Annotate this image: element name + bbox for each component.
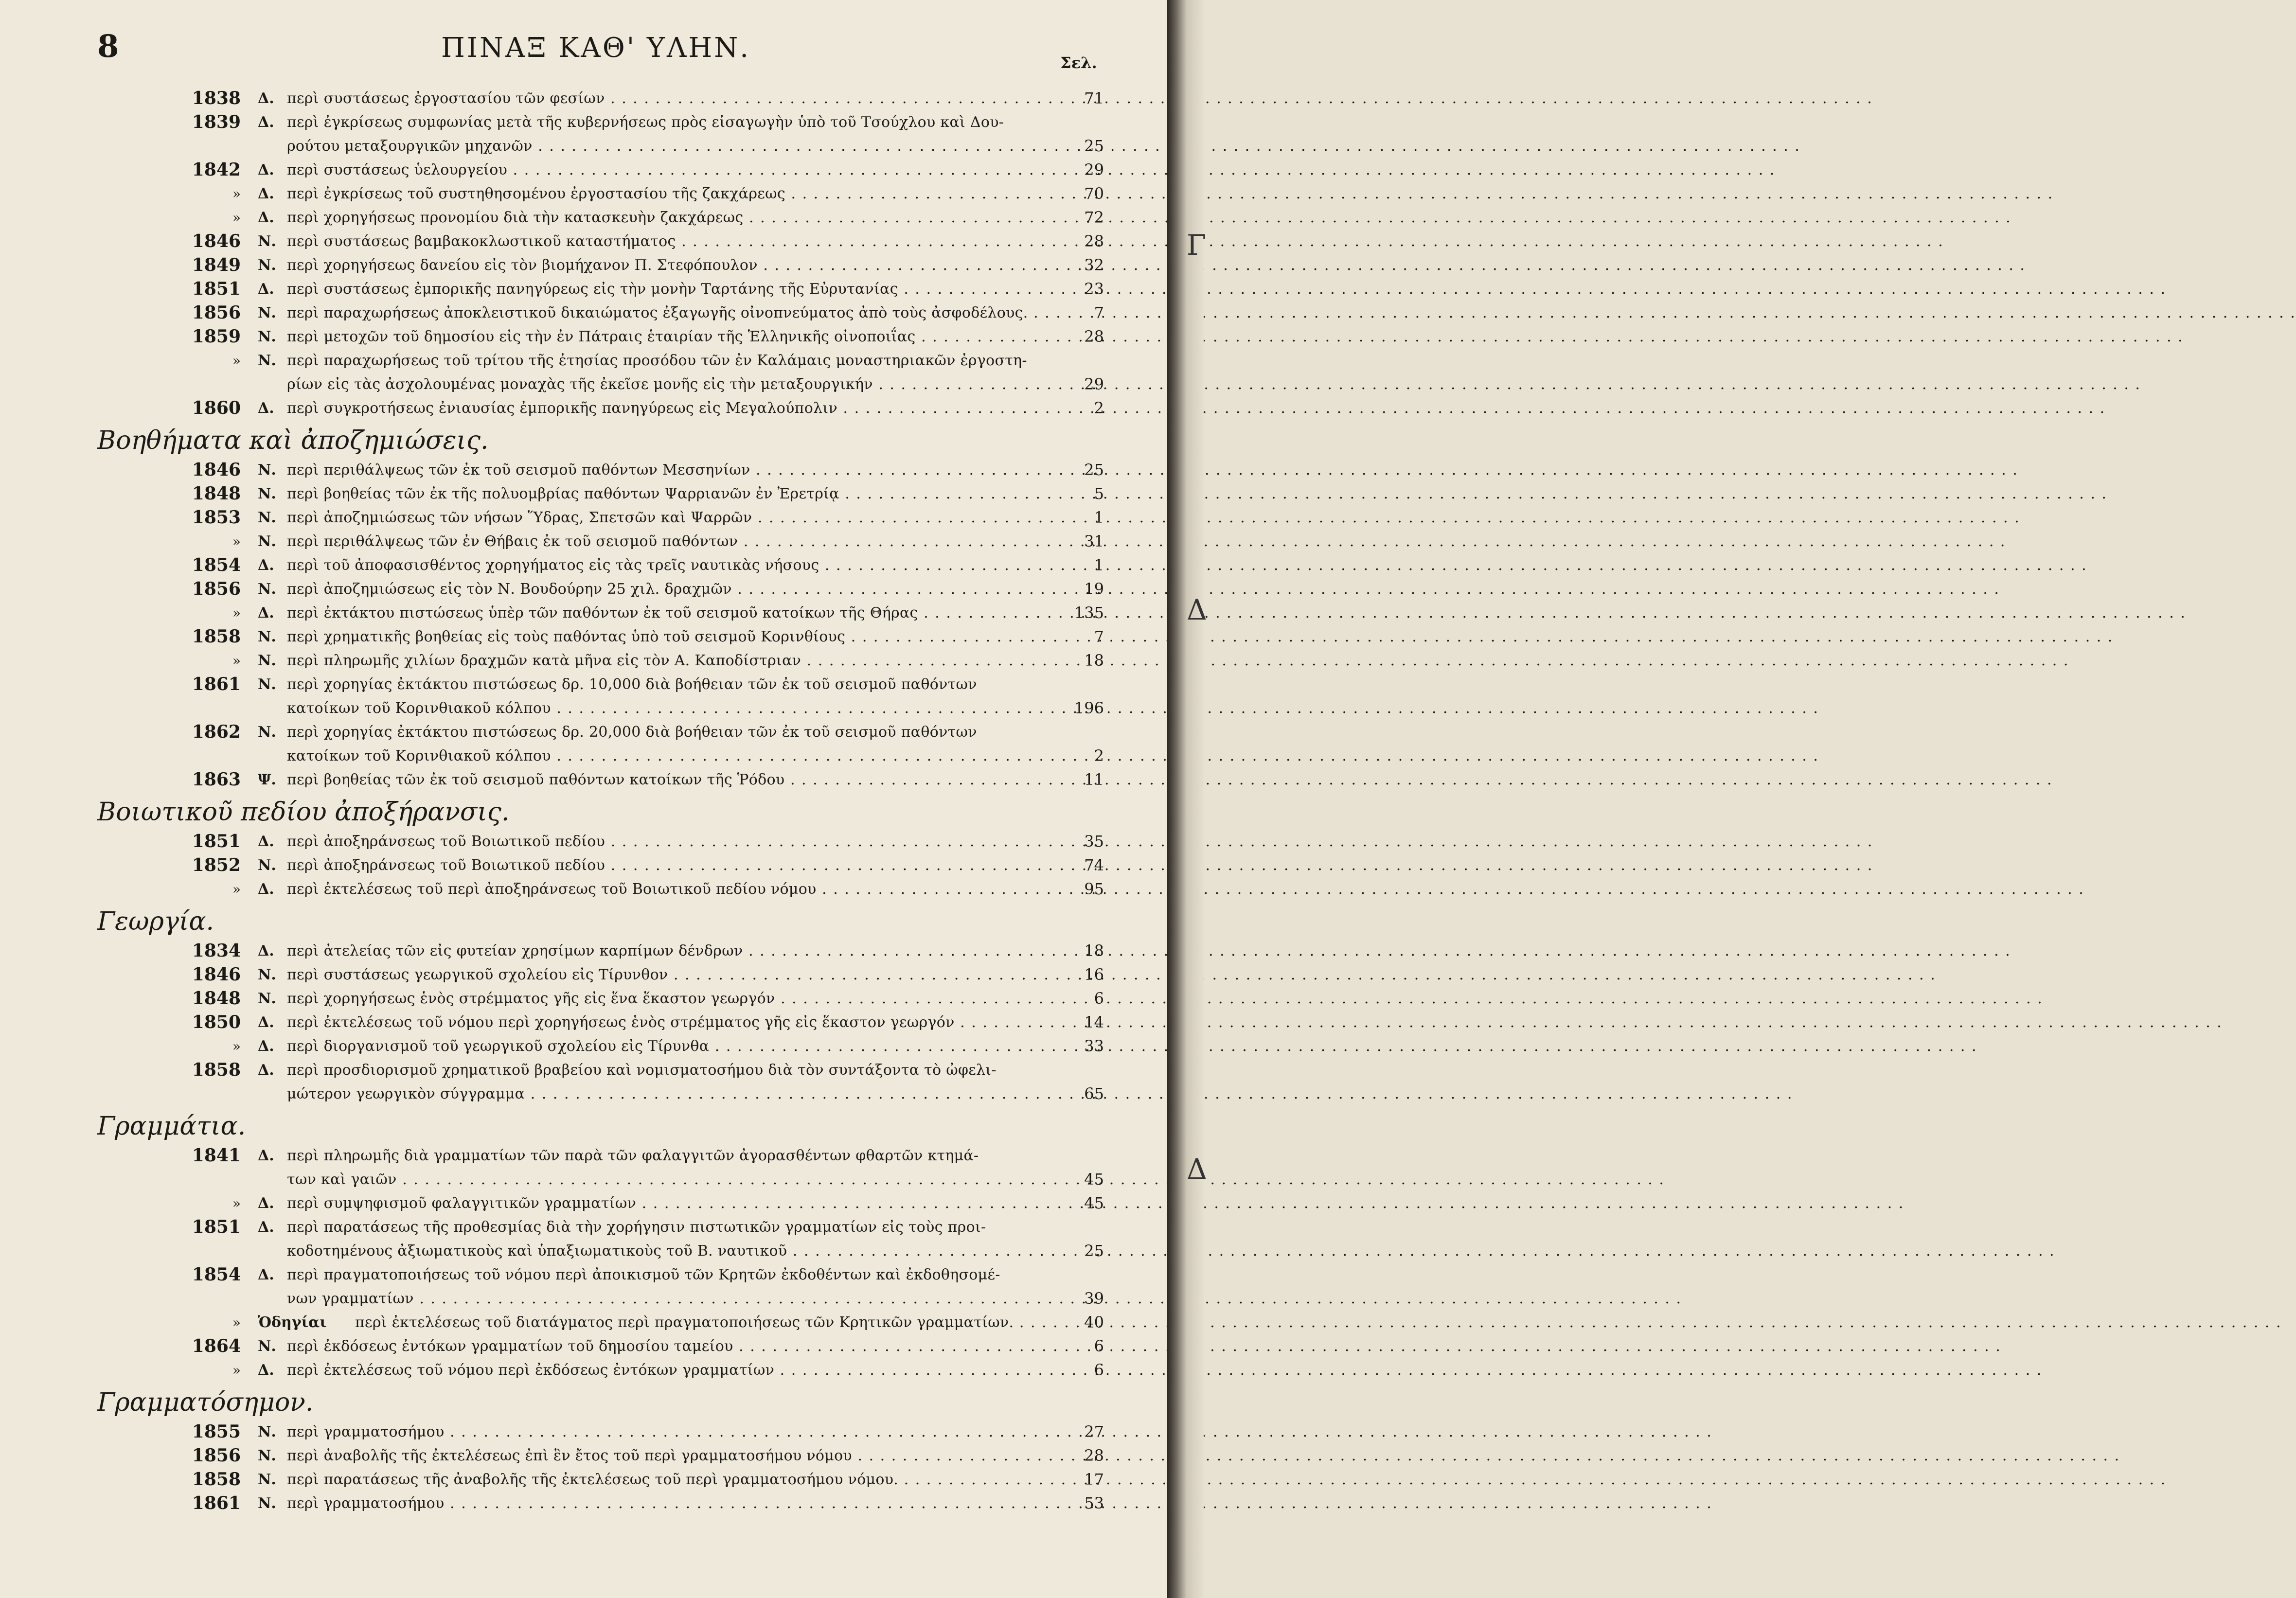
entry-page-ref: 6 [1094,1337,1104,1355]
entry-year: 1858 [192,626,241,647]
entry-page-ref: 31 [1084,532,1104,550]
index-entry [92,458,1104,482]
entry-line [92,1468,1104,1491]
entry-text: περὶ βοηθείας τῶν ἐκ τοῦ σεισμοῦ παθόντων κατοίκων τῆς Ῥόδου . . . [287,768,1050,792]
entry-act-type: Ν. [258,1447,276,1464]
entry-line [92,1263,1104,1287]
index-entry [92,1491,1104,1515]
entry-line [92,553,1104,577]
entry-line [92,744,1104,768]
entry-year: 1854 [192,1264,241,1285]
entry-line [92,987,1104,1011]
entry-line [92,830,1104,853]
entry-text: περὶ ἀποζημιώσεως τῶν νήσων Ὕδρας, Σπετσῶν καὶ Ψαρρῶν . . . [287,506,1050,530]
entry-year: 1864 [192,1336,241,1356]
index-entry [92,349,1104,396]
entry-line [92,877,1104,901]
entry-line [92,1144,1104,1168]
entry-page-ref: 35 [1084,832,1104,851]
entry-text: περὶ περιθάλψεως τῶν ἐν Θήβαις ἐκ τοῦ σεισμοῦ παθόντων . . . [287,530,1050,553]
entry-line [92,396,1104,420]
entry-line [92,134,1104,158]
facing-page-letter: Γ [1187,229,1207,262]
entry-text: περὶ συστάσεως βαμβακοκλωστικοῦ καταστήματος . . . [287,230,1050,253]
entry-line [92,853,1104,877]
section-title: Βοιωτικοῦ πεδίου ἀποξήρανσις. [97,798,510,827]
index-entry [92,601,1104,625]
entry-text: περὶ συστάσεως ἐργοστασίου τῶν φεσίων . . . [287,87,1050,110]
entry-year: 1856 [192,579,241,599]
entry-act-type: Ψ. [258,771,276,788]
entry-act-type: Ν. [258,1471,276,1488]
entry-year: 1846 [192,964,241,985]
entry-year: » [232,1195,241,1211]
entry-line [92,1334,1104,1358]
entry-year: 1863 [192,769,241,790]
entry-year: 1859 [192,326,241,347]
entry-line [92,1420,1104,1444]
entry-page-ref: 2 [1094,746,1104,765]
index-entry [92,206,1104,230]
entry-act-type: Δ. [258,90,274,107]
index-entry [92,1144,1104,1191]
entry-text: περὶ γραμματοσήμου . . . [287,1420,1050,1444]
entry-page-ref: 29 [1084,375,1104,393]
entry-text: περὶ πληρωμῆς διὰ γραμματίων τῶν παρὰ τῶν φαλαγγιτῶν ἀγορασθέντων φθαρτῶν κτημά- [287,1147,979,1164]
entry-text: περὶ πληρωμῆς χιλίων δραχμῶν κατὰ μῆνα εἰς τὸν Α. Καποδίστριαν . . . [287,649,1050,673]
entry-page-ref: 25 [1084,461,1104,479]
entry-act-type: Δ. [258,1266,274,1283]
entry-act-type: Δ. [258,114,274,131]
entry-year: 1861 [192,1493,241,1513]
entry-line [92,373,1104,396]
entry-page-ref: 7 [1094,627,1104,646]
index-entry [92,110,1104,158]
entry-line [92,349,1104,373]
entry-line [92,1011,1104,1034]
entry-page-ref: 40 [1084,1313,1104,1332]
entry-text: μώτερον γεωργικὸν σύγγραμμα . . . [287,1082,1050,1106]
entry-act-type: Ν. [258,462,276,479]
entry-page-ref: 45 [1084,1194,1104,1212]
entry-act-type: Δ. [258,942,274,959]
entry-year: » [232,210,241,226]
index-entry [92,1215,1104,1263]
entry-page-ref: 1 [1094,556,1104,574]
entry-act-type: Ν. [258,352,276,369]
entry-page-ref: 28 [1084,232,1104,250]
entry-text: ρούτου μεταξουργικῶν μηχανῶν . . . [287,134,1050,158]
entry-page-ref: 135 [1074,604,1104,622]
entry-text: περὶ μετοχῶν τοῦ δημοσίου εἰς τὴν ἐν Πάτραις ἑταιρίαν τῆς Ἑλληνικῆς οἰνοποιΐας . . . [287,325,1050,349]
entry-line [92,182,1104,206]
entry-act-type: Ν. [258,966,276,983]
entry-text: περὶ συστάσεως ὑελουργείου . . . [287,158,1050,182]
entry-year: 1861 [192,674,241,694]
entry-text: περὶ χορηγήσεως προνομίου διὰ τὴν κατασκευὴν ζακχάρεως . . . [287,206,1050,230]
entry-year: » [232,653,241,669]
index-entry [92,530,1104,553]
entry-year: 1858 [192,1060,241,1080]
entry-year: 1834 [192,941,241,961]
index-entry [92,673,1104,720]
entry-act-type: Δ. [258,209,274,226]
entry-year: 1860 [192,398,241,418]
entry-text: περὶ χορηγίας ἐκτάκτου πιστώσεως δρ. 10,000 διὰ βοήθειαν τῶν ἐκ τοῦ σεισμοῦ παθόντων [287,676,977,693]
index-entry [92,1191,1104,1215]
entry-text: περὶ βοηθείας τῶν ἐκ τῆς πολυομβρίας παθόντων Ψαρριανῶν ἐν Ἐρετρίᾳ . . . [287,482,1050,506]
entry-line [92,1358,1104,1382]
entry-act-type: Ν. [258,724,276,741]
entry-year: » [232,1362,241,1378]
entry-line [92,506,1104,530]
index-entry [92,1263,1104,1311]
index-entry [92,853,1104,877]
entry-page-ref: 14 [1084,1013,1104,1031]
entry-line [92,482,1104,506]
entry-act-type: Ν. [258,1423,276,1440]
entry-year: » [232,1038,241,1054]
entry-page-ref: 11 [1084,770,1104,789]
entry-text: περὶ χρηματικῆς βοηθείας εἰς τοὺς παθόντας ὑπὸ τοῦ σεισμοῦ Κορινθίους . . . [287,625,1050,649]
entry-page-ref: 45 [1084,1170,1104,1189]
entry-text: κοδοτημένους ἀξιωματικοὺς καὶ ὑπαξιωματικοὺς τοῦ Β. ναυτικοῦ . . . [287,1239,1050,1263]
entry-line [92,1491,1104,1515]
entry-page-ref: 6 [1094,989,1104,1008]
entry-act-type: Δ. [258,557,274,574]
index-entry [92,987,1104,1011]
index-entry [92,1058,1104,1106]
entry-page-ref: 33 [1084,1037,1104,1055]
entry-text: περὶ παραχωρήσεως ἀποκλειστικοῦ δικαιώματος ἐξαγωγῆς οἰνοπνεύματος ἀπὸ τοὺς ἀσφοδέλους. . . . [287,301,1050,325]
entry-act-type: Δ. [258,281,274,298]
entry-year: 1841 [192,1145,241,1166]
entry-line [92,1191,1104,1215]
entry-text: περὶ χορηγήσεως δανείου εἰς τὸν βιομήχανον Π. Στεφόπουλον . . . [287,253,1050,277]
entry-act-type: Ν. [258,857,276,874]
index-entry [92,1358,1104,1382]
entry-text: περὶ πραγματοποιήσεως τοῦ νόμου περὶ ἀποικισμοῦ τῶν Κρητῶν ἐκδοθέντων καὶ ἐκδοθησομέ- [287,1266,1000,1283]
running-title: ΠΙΝΑΞ ΚΑΘ' ΥΛΗΝ. [441,32,751,64]
entry-text: περὶ διοργανισμοῦ τοῦ γεωργικοῦ σχολείου εἰς Τίρυνθα . . . [287,1034,1050,1058]
entry-act-type: Δ. [258,185,274,202]
index-entry [92,230,1104,253]
index-entry [92,482,1104,506]
entry-page-ref: 70 [1084,184,1104,203]
entry-line [92,601,1104,625]
page-header [97,28,1094,72]
entry-line [92,458,1104,482]
index-entry [92,649,1104,673]
entry-page-ref: 71 [1084,89,1104,107]
entry-act-type: Ν. [258,485,276,502]
entry-year: 1842 [192,160,241,180]
index-entry [92,396,1104,420]
entry-act-type: Ν. [258,233,276,250]
entry-act-type: Δ. [258,1147,274,1164]
entry-page-ref: 2 [1094,399,1104,417]
entry-line [92,87,1104,110]
entry-page-ref: 28 [1084,327,1104,346]
index-entry [92,577,1104,601]
entry-line [92,720,1104,744]
entry-page-ref: 74 [1084,856,1104,874]
index-entry [92,720,1104,768]
entry-page-ref: 95 [1084,880,1104,898]
entry-text: περὶ παραχωρήσεως τοῦ τρίτου τῆς ἐτησίας προσόδου τῶν ἐν Καλάμαις μοναστηριακῶν ἐργοστη- [287,352,1027,369]
entry-text: περὶ ἐκδόσεως ἐντόκων γραμματίων τοῦ δημοσίου ταμείου . . . [287,1334,1050,1358]
entry-year: » [232,186,241,202]
entry-line [92,696,1104,720]
entry-year: 1853 [192,507,241,528]
entry-text: περὶ προσδιορισμοῦ χρηματικοῦ βραβείου καὶ νομισματοσήμου διὰ τὸν συντάξοντα τὸ ὠφελι- [287,1062,997,1079]
index-entry [92,877,1104,901]
entry-year: » [232,881,241,897]
entry-year: 1862 [192,722,241,742]
entry-text: περὶ ἐκτάκτου πιστώσεως ὑπὲρ τῶν παθόντων ἐκ τοῦ σεισμοῦ κατοίκων τῆς Θήρας . . . [287,601,1050,625]
index-entry [92,506,1104,530]
entry-line [92,939,1104,963]
entry-act-type: Ν. [258,257,276,274]
entry-page-ref: 6 [1094,1361,1104,1379]
entry-act-type: Ν. [258,1495,276,1512]
entry-act-type: Ν. [258,581,276,598]
entry-page-ref: 65 [1084,1084,1104,1103]
entry-act-type: Ν. [258,652,276,669]
entry-year: 1848 [192,988,241,1009]
entry-page-ref: 39 [1084,1289,1104,1308]
index-entry [92,625,1104,649]
facing-page-letter: Δ [1187,1153,1207,1186]
entry-act-type: Ν. [258,990,276,1007]
entry-act-type: Δ. [258,1062,274,1079]
entry-year: 1851 [192,279,241,299]
index-entry [92,830,1104,853]
entry-text: περὶ συστάσεως ἐμπορικῆς πανηγύρεως εἰς τὴν μονὴν Ταρτάνης τῆς Εὐρυτανίας . . . [287,277,1050,301]
entry-page-ref: 17 [1084,1470,1104,1489]
entry-page-ref: 7 [1094,303,1104,322]
entry-line [92,1444,1104,1468]
entry-act-type: Δ. [258,1362,274,1379]
entry-text: ρίων εἰς τὰς ἀσχολουμένας μοναχὰς τῆς ἐκεῖσε μονῆς εἰς τὴν μεταξουργικήν . . . [287,373,1050,396]
entry-page-ref: 28 [1084,1446,1104,1465]
entry-year: 1850 [192,1012,241,1032]
index-entry [92,1468,1104,1491]
entry-text: περὶ παρατάσεως τῆς ἀναβολῆς τῆς ἐκτελέσεως τοῦ περὶ γραμματοσήμου νόμου. . . . [287,1468,1050,1491]
entry-year: » [232,605,241,621]
entry-text: περὶ περιθάλψεως τῶν ἐκ τοῦ σεισμοῦ παθόντων Μεσσηνίων . . . [287,458,1050,482]
entry-page-ref: 27 [1084,1422,1104,1441]
index-entry [92,1034,1104,1058]
entry-page-ref: 1 [1094,508,1104,527]
entry-year: 1851 [192,831,241,852]
index-entry [92,553,1104,577]
entry-act-type: Δ. [258,400,274,417]
entry-year: 1858 [192,1469,241,1490]
entry-text: περὶ συγκροτήσεως ἐνιαυσίας ἐμπορικῆς πανηγύρεως εἰς Μεγαλούπολιν . . . [287,396,1050,420]
entry-text: περὶ ἐγκρίσεως συμφωνίας μετὰ τῆς κυβερνήσεως πρὸς εἰσαγωγὴν ὑπὸ τοῦ Τσούχλου καὶ Δου- [287,114,1004,131]
index-entry [92,253,1104,277]
entry-year: 1856 [192,1445,241,1466]
index-entry [92,87,1104,110]
entry-act-type: Ν. [258,304,276,321]
index-entry [92,277,1104,301]
entry-act-type: Ν. [258,1338,276,1355]
entry-year: 1846 [192,460,241,480]
entry-line [92,649,1104,673]
entry-text: περὶ ἐκτελέσεως τοῦ νόμου περὶ ἐκδόσεως ἐντόκων γραμματίων . . . [287,1358,1050,1382]
entry-page-ref: 25 [1084,1242,1104,1260]
entry-page-ref: 16 [1084,965,1104,984]
index-entry [92,1011,1104,1034]
entry-act-type: Δ. [258,1195,274,1212]
entry-act-type: Ν. [258,533,276,550]
entry-act-type: Δ. [258,604,274,621]
entry-year: » [232,353,241,369]
entry-line [92,277,1104,301]
entry-line [92,673,1104,696]
index-entry [92,1334,1104,1358]
entry-line [92,1287,1104,1311]
entry-act-type: Δ. [258,1014,274,1031]
entry-act-type: Δ. [258,1038,274,1055]
entry-line [92,768,1104,792]
entry-page-ref: 25 [1084,137,1104,155]
entry-line [92,1168,1104,1191]
entry-line [92,110,1104,134]
entry-year: 1851 [192,1217,241,1237]
entry-line [92,158,1104,182]
entry-text: περὶ χορηγήσεως ἑνὸς στρέμματος γῆς εἰς ἕνα ἕκαστον γεωργόν . . . [287,987,1050,1011]
entry-line [92,230,1104,253]
index-entry [92,182,1104,206]
entry-act-type: Ν. [258,676,276,693]
entry-text: περὶ τοῦ ἀποφασισθέντος χορηγήματος εἰς τὰς τρεῖς ναυτικὰς νήσους . . . [287,553,1050,577]
facing-page-letter: Δ [1187,593,1207,626]
index-entry [92,158,1104,182]
entry-text: περὶ συμψηφισμοῦ φαλαγγιτικῶν γραμματίων . . . [287,1191,1050,1215]
entry-text: κατοίκων τοῦ Κορινθιακοῦ κόλπου . . . [287,696,1050,720]
entry-page-ref: 18 [1084,651,1104,670]
entry-year: » [232,533,241,550]
entry-line [92,625,1104,649]
entry-line [92,963,1104,987]
entry-act-type: Δ. [258,1219,274,1236]
entry-text: νων γραμματίων . . . [287,1287,1050,1311]
entry-text: περὶ ἀναβολῆς τῆς ἐκτελέσεως ἐπὶ ἓν ἔτος τοῦ περὶ γραμματοσήμου νόμου . . . [287,1444,1050,1468]
entry-page-ref: 18 [1084,941,1104,960]
section-title: Βοηθήματα καὶ ἀποζημιώσεις. [97,426,489,455]
entry-text: περὶ ἐγκρίσεως τοῦ συστηθησομένου ἐργοστασίου τῆς ζακχάρεως . . . [287,182,1050,206]
entry-page-ref: 32 [1084,256,1104,274]
entry-text: περὶ χορηγίας ἐκτάκτου πιστώσεως δρ. 20,000 διὰ βοήθειαν τῶν ἐκ τοῦ σεισμοῦ παθόντων [287,724,977,741]
page-number: 8 [97,28,119,65]
entry-page-ref: 29 [1084,160,1104,179]
entry-page-ref: 53 [1084,1494,1104,1512]
section-title: Γεωργία. [97,907,214,936]
entry-page-ref: 72 [1084,208,1104,227]
entry-text: των καὶ γαιῶν . . . [287,1168,1050,1191]
entry-line [92,1058,1104,1082]
entry-year: 1854 [192,555,241,575]
entry-line [92,1239,1104,1263]
entry-year: 1838 [192,88,241,108]
entry-act-type: Δ. [258,833,274,850]
index-entry [92,939,1104,963]
entry-page-ref: 5 [1094,484,1104,503]
index-entry [92,301,1104,325]
entry-text: περὶ ἀτελείας τῶν εἰς φυτείαν χρησίμων καρπίμων δένδρων . . . [287,939,1050,963]
index-entry [92,768,1104,792]
entry-line [92,1082,1104,1106]
entry-year: 1846 [192,231,241,251]
index-entry [92,1444,1104,1468]
index-entry [92,1311,1104,1334]
entry-line [92,253,1104,277]
index-entry [92,963,1104,987]
entry-line [92,1034,1104,1058]
entry-text: περὶ ἐκτελέσεως τοῦ νόμου περὶ χορηγήσεως ἑνὸς στρέμματος γῆς εἰς ἕκαστον γεωργόν . . . [287,1011,1050,1034]
page-column-head: Σελ. [1060,53,1097,72]
entry-line [92,1311,1104,1334]
entry-text: περὶ συστάσεως γεωργικοῦ σχολείου εἰς Τίρυνθον . . . [287,963,1050,987]
entry-page-ref: 19 [1084,580,1104,598]
index-entry [92,1420,1104,1444]
entry-act-type: Ν. [258,628,276,645]
entry-line [92,325,1104,349]
entry-year: 1852 [192,855,241,875]
entry-year: 1849 [192,255,241,275]
entry-year: 1839 [192,112,241,132]
entry-year: 1848 [192,483,241,504]
entry-act-type: Δ. [258,881,274,898]
section-title: Γραμματόσημον. [97,1388,314,1417]
book-gutter [1167,0,1207,1598]
entry-text: περὶ παρατάσεως τῆς προθεσμίας διὰ τὴν χορήγησιν πιστωτικῶν γραμματίων εἰς τοὺς προι- [287,1219,986,1236]
entry-page-ref: 23 [1084,280,1104,298]
entry-act-type: Ὁδηγίαι [258,1314,327,1331]
entry-page-ref: 196 [1074,699,1104,717]
entry-text: περὶ ἐκτελέσεως τοῦ περὶ ἀποξηράνσεως τοῦ Βοιωτικοῦ πεδίου νόμου . . . [287,877,1050,901]
entry-year: 1855 [192,1421,241,1442]
entry-year: » [232,1314,241,1331]
index-entry [92,325,1104,349]
entry-year: 1856 [192,302,241,323]
entry-act-type: Ν. [258,328,276,345]
entry-line [92,206,1104,230]
entry-text: περὶ ἀποξηράνσεως τοῦ Βοιωτικοῦ πεδίου . . . [287,853,1050,877]
index-content [92,87,1104,1515]
entry-text: κατοίκων τοῦ Κορινθιακοῦ κόλπου . . . [287,744,1050,768]
entry-line [92,530,1104,553]
entry-text: περὶ ἀποξηράνσεως τοῦ Βοιωτικοῦ πεδίου . . . [287,830,1050,853]
entry-text: περὶ ἐκτελέσεως τοῦ διατάγματος περὶ πραγματοποιήσεως τῶν Κρητικῶν γραμματίων. . . . [355,1311,1050,1334]
entry-line [92,1215,1104,1239]
entry-line [92,577,1104,601]
entry-text: περὶ ἀποζημιώσεως εἰς τὸν Ν. Βουδούρην 25 χιλ. δραχμῶν . . . [287,577,1050,601]
entry-line [92,301,1104,325]
section-title: Γραμμάτια. [97,1112,246,1141]
entry-act-type: Ν. [258,509,276,526]
entry-text: περὶ γραμματοσήμου . . . [287,1491,1050,1515]
entry-act-type: Δ. [258,161,274,178]
